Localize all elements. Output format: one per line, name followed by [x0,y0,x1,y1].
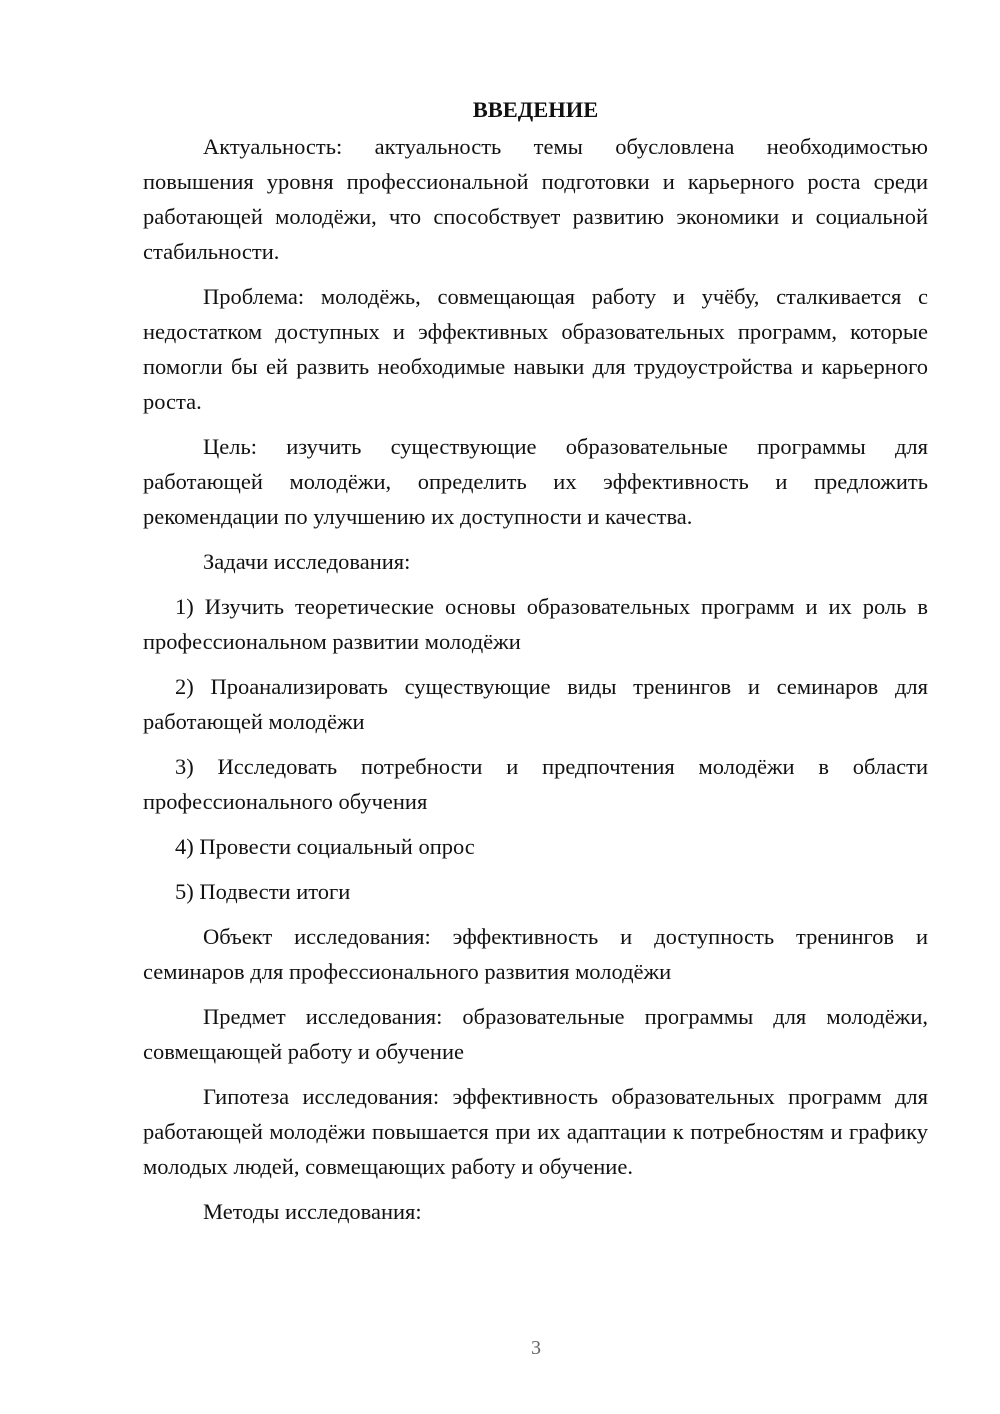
task-item-3: 3) Исследовать потребности и предпочтения молодёжи в области профессионального обучения [143,754,928,814]
paragraph-object: Объект исследования: эффективность и доступность тренингов и семинаров для профессионального развития молодёжи [143,924,928,984]
paragraph-tasks-heading: Задачи исследования: [203,549,411,574]
paragraph-goal: Цель: изучить существующие образовательные программы для работающей молодёжи, определить их эффективность и предложить рекомендации по улучшению их доступности и качества. [143,434,928,529]
paragraph-subject: Предмет исследования: образовательные программы для молодёжи, совмещающей работу и обучение [143,1004,928,1064]
paragraph-methods-heading: Методы исследования: [203,1199,422,1224]
page-content [143,92,928,1239]
paragraph-problem: Проблема: молодёжь, совмещающая работу и учёбу, сталкивается с недостатком доступных и эффективных образовательных программ, которые помогли бы ей развить необходимые навыки для трудоустройства и карьерного роста. [143,284,928,414]
task-item-5: 5) Подвести итоги [175,879,351,904]
task-item-1: 1) Изучить теоретические основы образовательных программ и их роль в профессиональном развитии молодёжи [143,594,928,654]
section-title: ВВЕДЕНИЕ [472,97,599,122]
paragraph-hypothesis: Гипотеза исследования: эффективность образовательных программ для работающей молодёжи повышается при их адаптации к потребностям и графику молодых людей, совмещающих работу и обучение. [143,1084,928,1179]
paragraph-relevance: Актуальность: актуальность темы обусловлена необходимостью повышения уровня профессиональной подготовки и карьерного роста среди работающей молодёжи, что способствует развитию экономики и социальной стабильности. [143,134,928,264]
task-item-2: 2) Проанализировать существующие виды тренингов и семинаров для работающей молодёжи [143,674,928,734]
page-number: 3 [531,1337,541,1359]
task-item-4: 4) Провести социальный опрос [175,834,475,859]
